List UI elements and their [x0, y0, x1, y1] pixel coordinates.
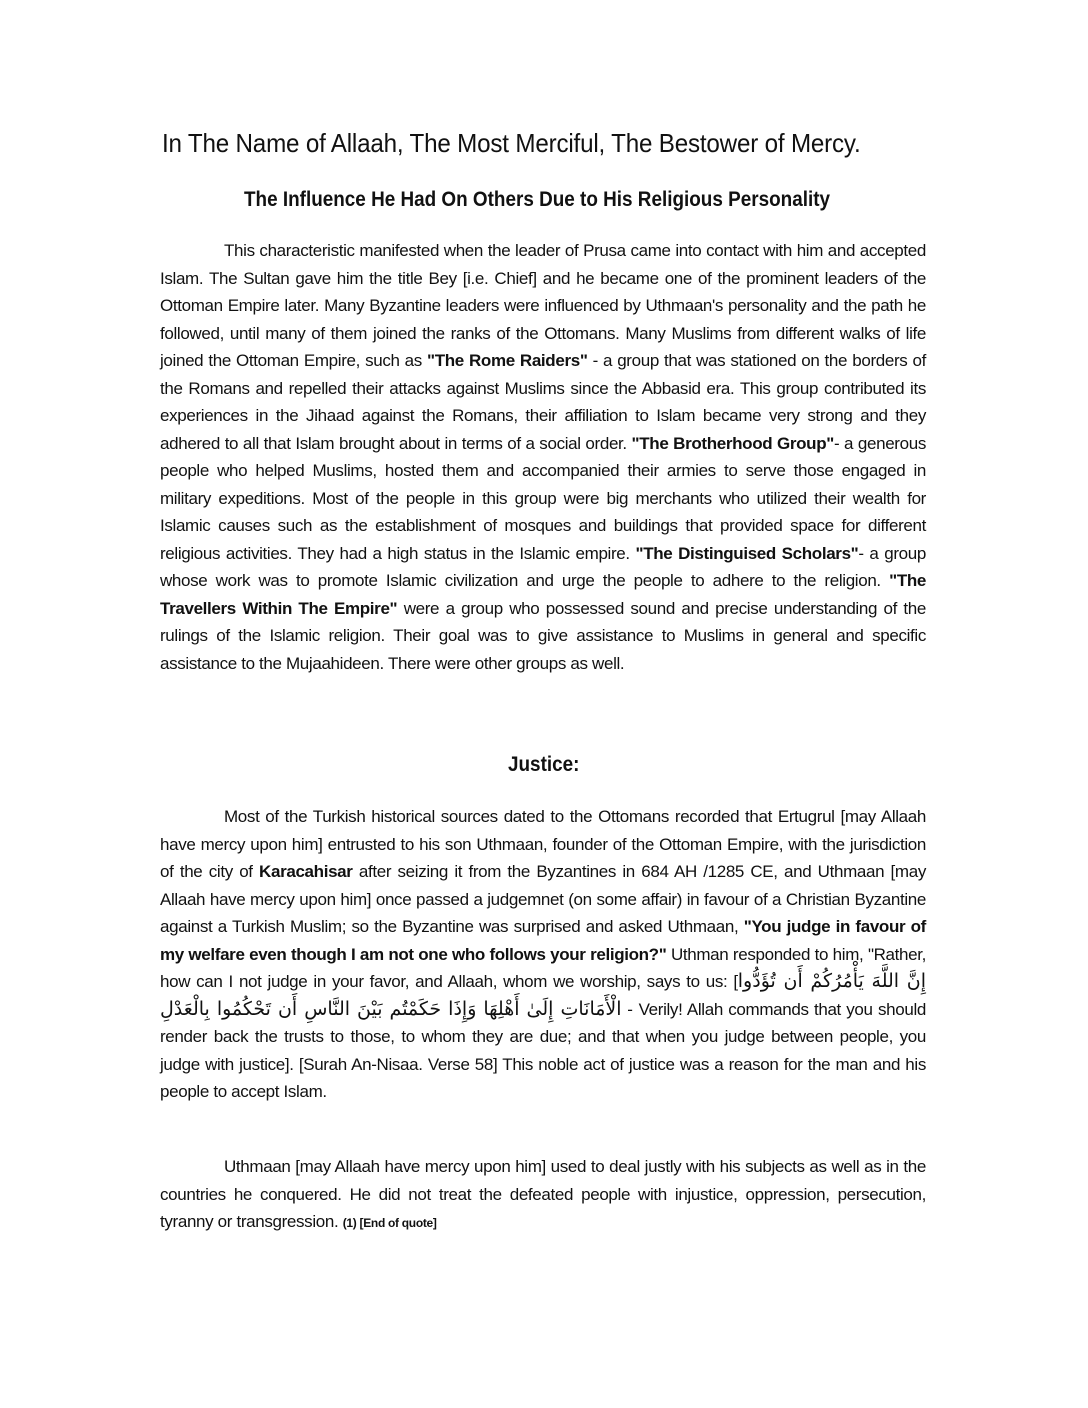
- bold-quote-question: "You judge in favour of my welfare even though I am not one who follows your religion?": [160, 917, 926, 964]
- footnote-reference: (1) [End of quote]: [342, 1216, 437, 1230]
- main-title: In The Name of Allaah, The Most Merciful, The Bestower of Mercy.: [162, 128, 861, 158]
- section-title: The Influence He Had On Others Due to His Religious Personality: [244, 188, 831, 211]
- paragraph-influence: [160, 237, 926, 677]
- bold-term-karacahisar: Karacahisar: [259, 862, 353, 881]
- text: - a group that was stationed on the borders of the Romans and repelled their attacks against Muslims since the Abbasid era. This group contributed its experiences in the Jihaad against the Romans, their affiliation to Islam became very strong and they adhered to all that Islam brought about in terms of a social order.: [160, 351, 926, 453]
- arabic-verse: إِنَّ اللَّهَ يَأْمُرُكُمْ أَن تُؤَدُّوا الْأَمَانَاتِ إِلَىٰ أَهْلِهَا وَإِذَا حَكَمْتُم بَيْنَ النَّاسِ أَن تَحْكُمُوا بِالْعَدْلِ: [160, 970, 926, 1020]
- text: - a group whose work was to promote Islamic civilization and urge the people to adhere to the religion.: [160, 543, 926, 590]
- bold-term-distinguised-scholars: "The Distinguised Scholars": [635, 543, 859, 563]
- bold-term-rome-raiders: "The Rome Raiders": [427, 351, 588, 370]
- bold-term-brotherhood-group: "The Brotherhood Group": [631, 433, 834, 453]
- text: - a generous people who helped Muslims, hosted them and accompanied their armies to serve those engaged in military expeditions. Most of the people in this group were big merchants who utilized their wealth for Islamic causes such as the establishment of mosques and buildings that provided space for different religious activities. They had a high status in the Islamic empire.: [160, 433, 926, 563]
- text: Most of the Turkish historical sources dated to the Ottomans recorded that Ertugrul [may Allaah have mercy upon him] entrusted to his son Uthmaan, founder of the Ottoman Empire, with the jurisdiction of the city of: [160, 807, 926, 881]
- bold-term-travellers: "The Travellers Within The Empire": [160, 571, 926, 618]
- paragraph-conduct: [160, 1153, 926, 1238]
- text: were a group who possessed sound and precise understanding of the rulings of the Islamic religion. Their goal was to give assistance to Muslims in general and specific assistance to the Mujaahideen. There were other groups as well.: [160, 598, 926, 673]
- text: Uthman responded to him, "Rather, how can I not judge in your favor, and Allaah, whom we worship, says to us: [: [160, 944, 926, 991]
- text: - Verily! Allah commands that you should render back the trusts to those, to whom they are due; and that when you judge between people, you judge with justice]. [Surah An-Nisaa. Verse 58] This noble act of justice was a reason for the man and his people to accept Islam.: [160, 999, 926, 1101]
- text: Uthmaan [may Allaah have mercy upon him] used to deal justly with his subjects as well as in the countries he conquered. He did not treat the defeated people with injustice, oppression, persecution, tyranny or transgression.: [160, 1157, 926, 1231]
- paragraph-justice: [160, 803, 926, 1106]
- text: This characteristic manifested when the leader of Prusa came into contact with him and accepted Islam. The Sultan gave him the title Bey [i.e. Chief] and he became one of the prominent leaders of the Ottoman Empire later. Many Byzantine leaders were influenced by Uthmaan's personality and the path he followed, until many of them joined the ranks of the Ottomans. Many Muslims from different walks of life joined the Ottoman Empire, such as: [160, 241, 926, 370]
- text: after seizing it from the Byzantines in 684 AH /1285 CE, and Uthmaan [may Allaah have mercy upon him] once passed a judgemnet (on some affair) in favour of a Christian Byzantine against a Turkish Muslim; so the Byzantine was surprised and asked Uthmaan,: [160, 862, 926, 936]
- justice-heading: Justice:: [508, 753, 580, 776]
